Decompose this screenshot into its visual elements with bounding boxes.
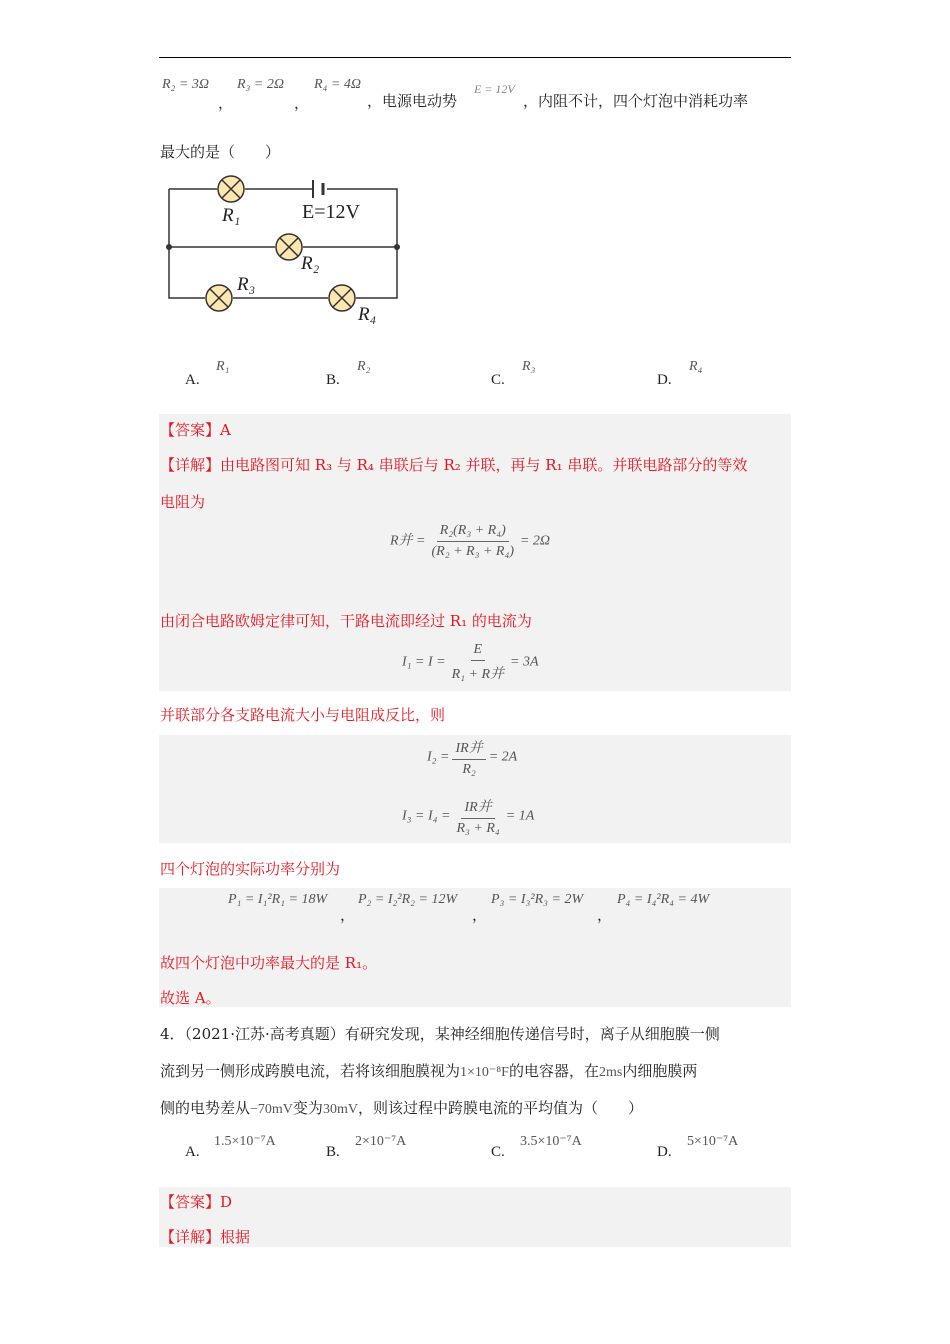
option-c-value[interactable]: 3.5×10⁻⁷A [520, 1134, 582, 1149]
answer-label: 【答案】D [160, 1193, 233, 1211]
option-a-value[interactable]: R₁ [216, 359, 230, 374]
power-p2: P₂ = I₂²R₂ = 12W [358, 892, 458, 907]
detail-label: 【详解】根据 [160, 1228, 251, 1246]
label-r4: R₄ [358, 304, 377, 325]
stem-text: ，电源电动势 [367, 92, 458, 110]
option-b-value[interactable]: 2×10⁻⁷A [355, 1134, 407, 1149]
power-p3: P₃ = I₃²R₃ = 2W [491, 892, 584, 907]
comma: ， [472, 906, 488, 924]
label-emf: E=12V [302, 201, 360, 223]
option-d-value[interactable]: R₄ [689, 359, 703, 374]
comma: ， [294, 94, 310, 112]
header-rule [159, 57, 791, 58]
lamp-icon [206, 176, 355, 311]
formula-i3-i4: I₃ = I₄ = $\frac{\text{IR并}}{\text{R₃ + R₄}}$ = 1A [402, 796, 534, 837]
r4-value: R₄ = 4Ω [314, 77, 361, 92]
stem-text: 最大的是（ ） [160, 143, 281, 161]
option-a-letter[interactable]: A. [185, 1144, 200, 1160]
answer-label: 【答案】A [160, 421, 231, 439]
detail-text: 电阻为 [160, 493, 206, 511]
option-c-letter[interactable]: C. [491, 1144, 505, 1160]
option-b-letter[interactable]: B. [326, 1144, 340, 1160]
option-d-letter[interactable]: D. [657, 1144, 672, 1160]
label-r3: R₃ [237, 274, 256, 295]
conclusion-text: 故四个灯泡中功率最大的是 R₁。 [160, 954, 378, 972]
formula-r-parallel: R并 = $\frac{\text{R₂(R₃ + R₄)}}{\text{(R₂ + R₃ + R₄)}}$ = 2Ω [390, 523, 551, 559]
detail-text: 四个灯泡的实际功率分别为 [160, 860, 341, 878]
power-p4: P₄ = I₄²R₄ = 4W [617, 892, 710, 907]
power-p1: P₁ = I₁²R₁ = 18W [228, 892, 328, 907]
comma: ， [340, 906, 356, 924]
r3-value: R₃ = 2Ω [237, 77, 284, 92]
formula-current: I₁ = I = $\frac{E}{\text{R₁ + R并}}$ = 3A [402, 642, 539, 682]
comma: ， [597, 906, 613, 924]
choose-text: 故选 A。 [160, 989, 221, 1007]
formula-i2: I₂ = $\frac{\text{IR并}}{\text{R₂}}$ = 2A [427, 737, 517, 778]
option-a-value[interactable]: 1.5×10⁻⁷A [214, 1134, 276, 1149]
q4-stem: 侧的电势差从−70mV变为30mV，则该过程中跨膜电流的平均值为（ ） [160, 1099, 643, 1117]
q4-stem: 流到另一侧形成跨膜电流，若将该细胞膜视为1×10⁻⁸F的电容器，在2ms内细胞膜两 [160, 1062, 698, 1080]
stem-text: ，内阻不计，四个灯泡中消耗功率 [523, 92, 749, 110]
detail-text: 由闭合电路欧姆定律可知，干路电流即经过 R₁ 的电流为 [160, 612, 532, 630]
option-c-value[interactable]: R₃ [522, 359, 536, 374]
option-d-letter[interactable]: D. [657, 372, 672, 388]
emf-value: E = 12V [474, 82, 515, 96]
option-b-value[interactable]: R₂ [357, 359, 371, 374]
r2-value: R₂ = 3Ω [162, 77, 209, 92]
label-r1: R₁ [222, 205, 241, 226]
option-b-letter[interactable]: B. [326, 372, 340, 388]
comma: ， [218, 94, 234, 112]
label-r2: R₂ [301, 253, 320, 274]
detail-text: 【详解】由电路图可知 R₃ 与 R₄ 串联后与 R₂ 并联，再与 R₁ 串联。并联电路部分的等效 [160, 456, 748, 474]
q4-stem: 4．（2021·江苏·高考真题）有研究发现，某神经细胞传递信号时，离子从细胞膜一侧 [160, 1025, 720, 1043]
answer-block [159, 1187, 791, 1247]
option-d-value[interactable]: 5×10⁻⁷A [687, 1134, 739, 1149]
option-a-letter[interactable]: A. [185, 372, 200, 388]
option-c-letter[interactable]: C. [491, 372, 505, 388]
detail-text: 并联部分各支路电流大小与电阻成反比，则 [160, 706, 446, 724]
